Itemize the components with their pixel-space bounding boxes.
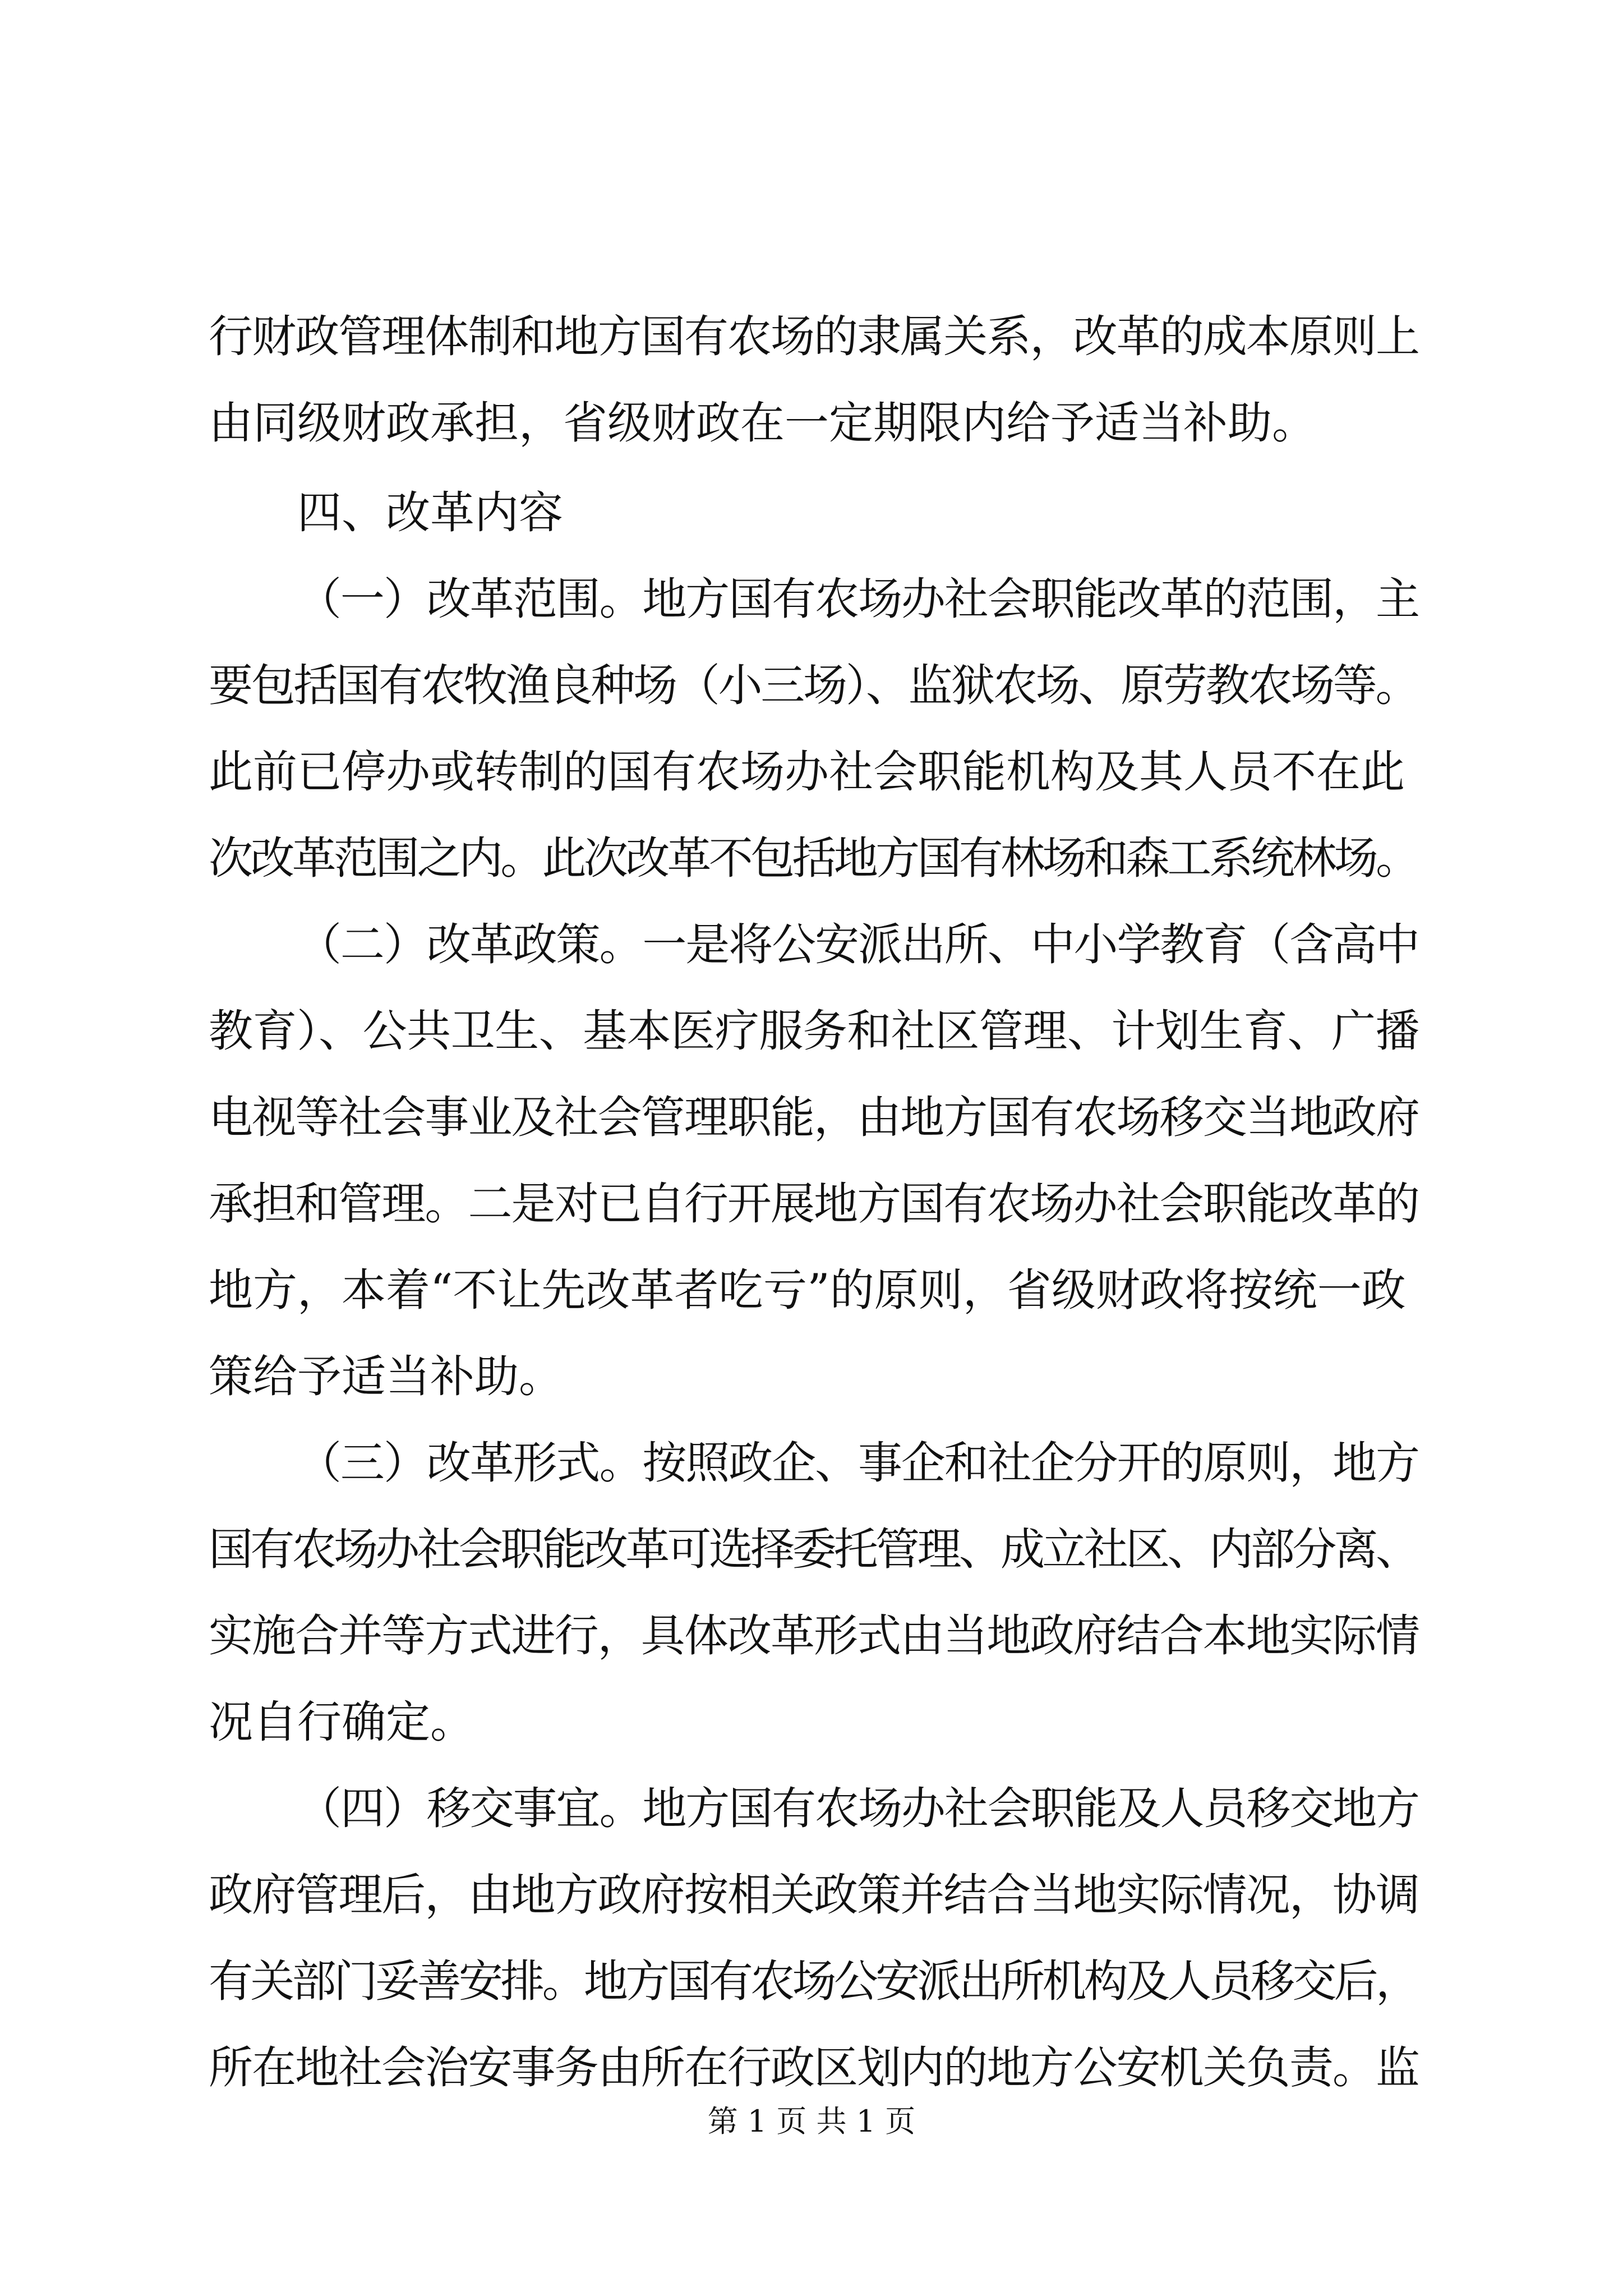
body-line: （四）移交事宜。地方国有农场办社会职能及人员移交地方	[297, 1783, 1419, 1834]
body-line: 所在地社会治安事务由所在行政区划内的地方公安机关负责。监	[209, 2042, 1419, 2093]
body-line: 承担和管理。二是对已自行开展地方国有农场办社会职能改革的	[209, 1178, 1419, 1230]
page-footer: 第 1 页 共 1 页	[707, 2104, 916, 2139]
body-line: （三）改革形式。按照政企、事企和社企分开的原则，地方	[297, 1437, 1419, 1489]
body-line: 实施合并等方式进行，具体改革形式由当地政府结合本地实际情	[209, 1610, 1419, 1662]
body-line: （一）改革范围。地方国有农场办社会职能改革的范围，主	[297, 573, 1419, 625]
body-line: 策给予适当补助。	[209, 1351, 563, 1402]
body-line: 国有农场办社会职能改革可选择委托管理、成立社区、内部分离、	[209, 1524, 1418, 1575]
section-heading: 四、改革内容	[297, 487, 563, 539]
body-line: 地方，本着“不让先改革者吃亏”的原则，省级财政将按统一政	[209, 1264, 1406, 1316]
body-line: 此前已停办或转制的国有农场办社会职能机构及其人员不在此	[209, 746, 1405, 798]
body-line: 次改革范围之内。此次改革不包括地方国有林场和森工系统林场。	[209, 832, 1418, 884]
body-line: 电视等社会事业及社会管理职能，由地方国有农场移交当地政府	[209, 1092, 1419, 1143]
body-line: （二）改革政策。一是将公安派出所、中小学教育（含高中	[297, 919, 1419, 970]
body-line: 教育）、公共卫生、基本医疗服务和社区管理、计划生育、广播	[209, 1005, 1420, 1057]
body-line: 要包括国有农牧渔良种场（小三场）、监狱农场、原劳教农场等。	[209, 660, 1418, 711]
body-line: 有关部门妥善安排。地方国有农场公安派出所机构及人员移交后，	[209, 1955, 1418, 2007]
body-line: 由同级财政承担，省级财政在一定期限内给予适当补助。	[209, 397, 1316, 449]
body-line: 行财政管理体制和地方国有农场的隶属关系，改革的成本原则上	[209, 311, 1419, 362]
body-line: 况自行确定。	[209, 1696, 474, 1748]
body-line: 政府管理后，由地方政府按相关政策并结合当地实际情况，协调	[209, 1869, 1419, 1921]
